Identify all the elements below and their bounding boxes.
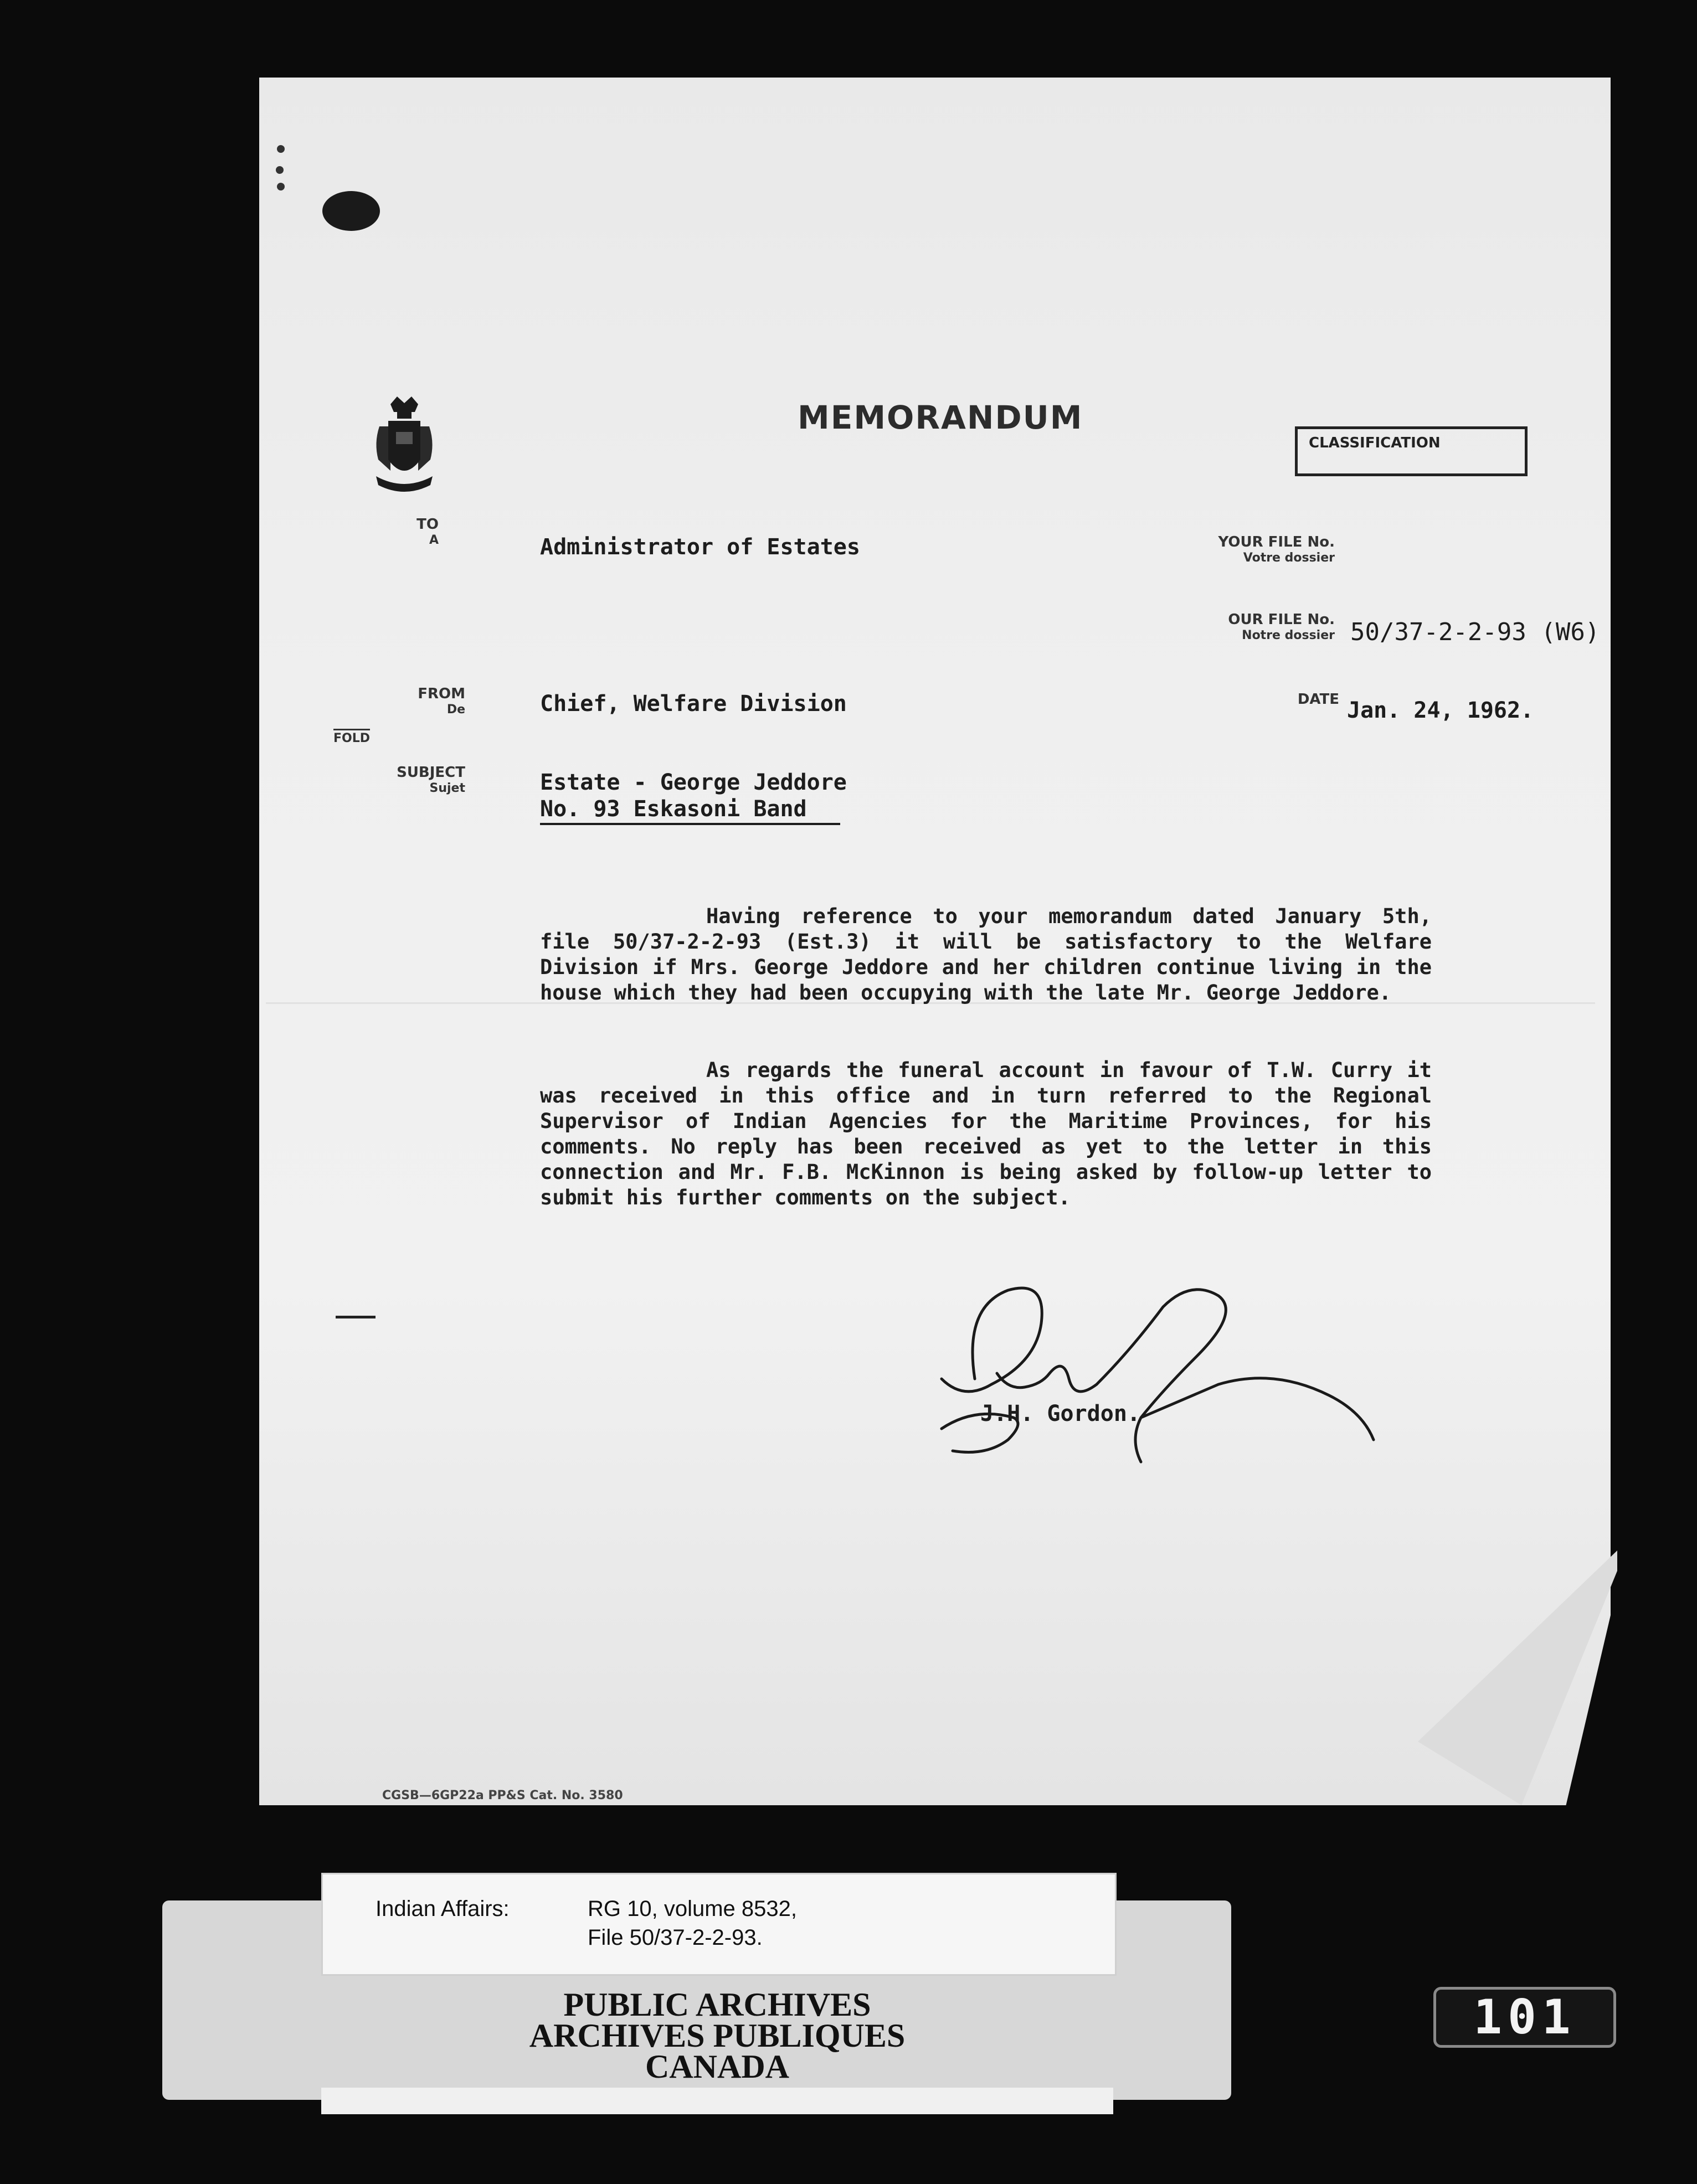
punch-mark xyxy=(277,145,285,153)
your-file-label-en: YOUR FILE No. xyxy=(1218,534,1335,550)
archive-label: Indian Affairs: xyxy=(376,1897,510,1921)
from-label-en: FROM xyxy=(418,686,465,702)
reference-card xyxy=(321,1873,1117,1976)
subject-line-1: Estate - George Jeddore xyxy=(540,770,847,795)
subject-label-en: SUBJECT xyxy=(397,764,465,781)
date-value: Jan. 24, 1962. xyxy=(1347,698,1534,723)
archives-title-line-3: CANADA xyxy=(645,2048,789,2085)
date-label: DATE xyxy=(1297,691,1339,708)
classification-box xyxy=(1295,426,1528,476)
signer-name: J.H. Gordon. xyxy=(980,1401,1140,1426)
archives-title-line-2: ARCHIVES PUBLIQUES xyxy=(529,2017,906,2054)
memo-title: MEMORANDUM xyxy=(798,399,1083,436)
body-paragraph-1: Having reference to your memorandum dated January 5th, file 50/37-2-2-93 (Est.3) it will be satisfactory to the Welfare Division if Mrs. George Jeddore and her children continue living in the house which they had been occupying with the late Mr. George Jeddore. xyxy=(540,904,1432,1005)
your-file-label xyxy=(1191,534,1335,566)
punch-mark xyxy=(276,166,284,174)
handwritten-signature xyxy=(930,1274,1429,1506)
from-value: Chief, Welfare Division xyxy=(540,691,847,717)
from-label xyxy=(366,686,465,718)
archives-title xyxy=(321,1986,1113,2085)
frame-counter-value: 101 xyxy=(1473,1990,1576,2045)
subject-label xyxy=(366,764,465,796)
our-file-label xyxy=(1191,611,1335,643)
frame-counter xyxy=(1433,1987,1616,2048)
label-strip xyxy=(321,2088,1113,2114)
our-file-label-fr: Notre dossier xyxy=(1242,629,1335,643)
your-file-label-fr: Votre dossier xyxy=(1243,551,1335,565)
subject-label-fr: Sujet xyxy=(429,781,465,796)
archive-reference-line-1: RG 10, volume 8532, xyxy=(588,1897,797,1921)
classification-label: CLASSIFICATION xyxy=(1309,435,1441,451)
to-label-en: TO xyxy=(416,516,439,533)
fold-label: FOLD xyxy=(333,729,370,745)
subject-line-2: No. 93 Eskasoni Band xyxy=(540,796,840,825)
our-file-label-en: OUR FILE No. xyxy=(1228,611,1335,628)
archive-reference-line-2: File 50/37-2-2-93. xyxy=(588,1925,763,1950)
from-label-fr: De xyxy=(446,703,465,717)
ink-blot xyxy=(322,191,380,231)
coat-of-arms-icon xyxy=(368,393,440,504)
form-code: CGSB—6GP22a PP&S Cat. No. 3580 xyxy=(382,1789,623,1802)
to-label-fr: A xyxy=(429,533,439,548)
margin-dash xyxy=(336,1316,376,1318)
punch-mark xyxy=(277,183,285,190)
to-label xyxy=(339,516,439,548)
archives-title-line-1: PUBLIC ARCHIVES xyxy=(563,1986,871,2023)
body-paragraph-2: As regards the funeral account in favour of T.W. Curry it was received in this office and in turn referred to the Regional Supervisor of Indian Agencies for the Maritime Provinces, for his comments. No reply has been received as yet to the letter in this connection and Mr. F.B. McKinnon is being asked by follow-up letter to submit his further comments on the subject. xyxy=(540,1058,1432,1209)
our-file-value: 50/37-2-2-93 (W6) xyxy=(1350,618,1600,646)
to-value: Administrator of Estates xyxy=(540,534,860,560)
